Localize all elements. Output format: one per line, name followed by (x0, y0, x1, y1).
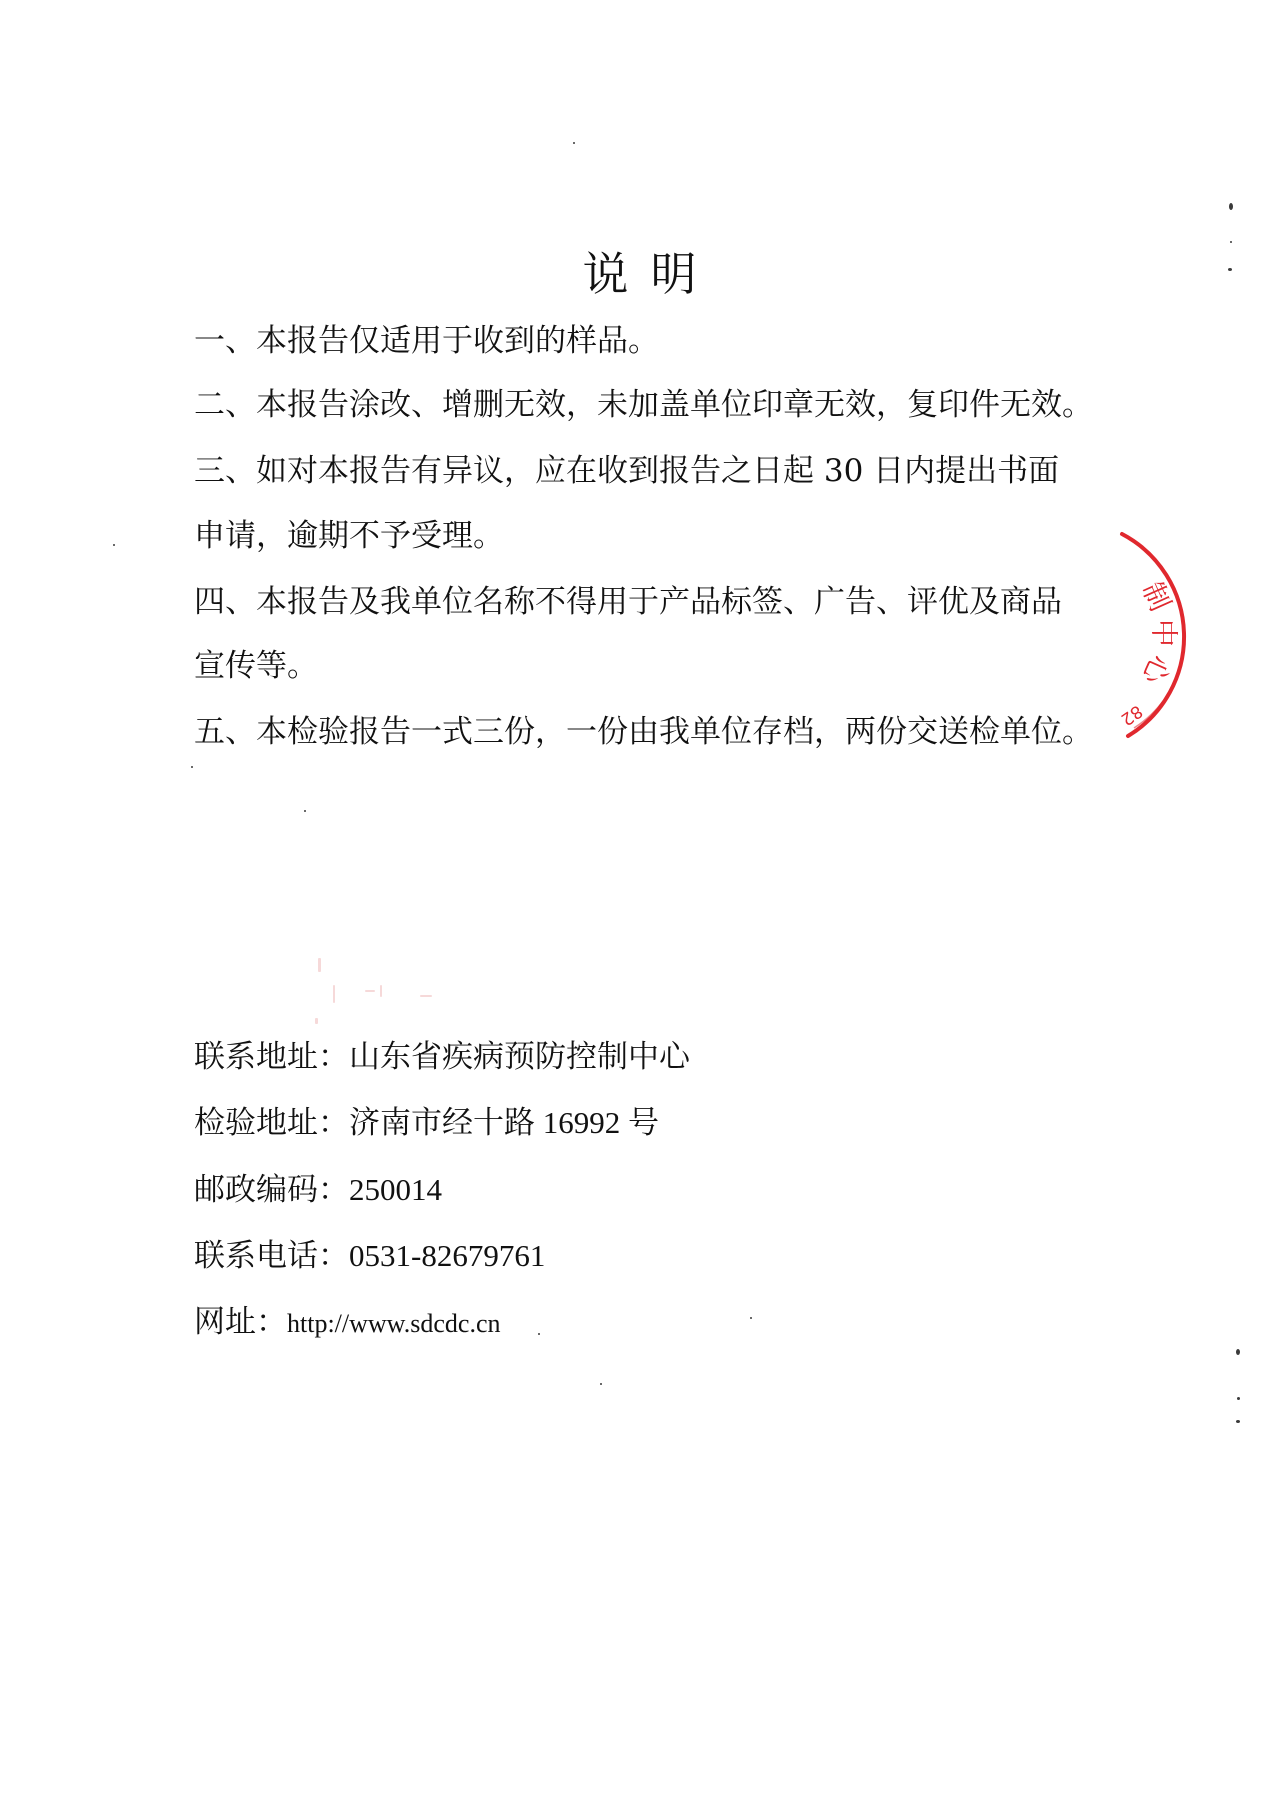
scan-speck (600, 1383, 602, 1385)
contact-value: 济南市经十路 16992 号 (349, 1105, 659, 1140)
faint-stamp-trace (318, 958, 321, 972)
faint-stamp-trace (380, 985, 382, 997)
scan-speck (304, 810, 306, 812)
contact-row-address (194, 1041, 690, 1073)
scan-speck (191, 766, 193, 768)
scan-speck (1236, 1420, 1240, 1423)
contact-row-website (194, 1304, 501, 1340)
contact-label: 联系电话： (194, 1238, 349, 1274)
seal-ring-inner (1130, 540, 1185, 728)
scan-speck (538, 1333, 540, 1335)
seal-char: 制 (1135, 576, 1177, 616)
scan-speck (113, 544, 115, 546)
contact-row-lab-address (194, 1107, 659, 1139)
note-item-3-continued: 申请，逾期不予受理。 (194, 518, 504, 554)
contact-row-phone (194, 1240, 545, 1272)
contact-label: 网址： (194, 1304, 287, 1340)
seal-number: 82 (1116, 700, 1146, 730)
page-title: 说明 (582, 247, 719, 301)
note-item-3: 三、如对本报告有异议，应在收到报告之日起 30 日内提出书面 (194, 453, 1060, 489)
seal-ring (1122, 534, 1184, 736)
seal-char: 中 (1147, 618, 1181, 648)
scan-speck (1237, 1397, 1240, 1400)
contact-value: 0531-82679761 (349, 1238, 546, 1273)
note-item-2: 二、本报告涂改、增删无效，未加盖单位印章无效，复印件无效。 (194, 387, 1093, 423)
contact-value: 山东省疾病预防控制中心 (349, 1039, 690, 1074)
faint-stamp-trace (333, 985, 335, 1003)
note-item-1: 一、本报告仅适用于收到的样品。 (194, 323, 659, 359)
contact-value: 250014 (349, 1172, 442, 1207)
scan-speck (1236, 1349, 1240, 1355)
faint-stamp-trace (315, 1018, 318, 1024)
scan-speck (750, 1317, 752, 1319)
note-item-5: 五、本检验报告一式三份，一份由我单位存档，两份交送检单位。 (194, 714, 1093, 750)
note-item-4-continued: 宣传等。 (194, 648, 318, 684)
scan-speck (1228, 268, 1232, 271)
contact-label: 邮政编码： (194, 1172, 349, 1208)
contact-label: 检验地址： (194, 1105, 349, 1141)
faint-stamp-trace (420, 995, 432, 997)
website-url: http://www.sdcdc.cn (287, 1309, 501, 1338)
scan-speck (1229, 203, 1233, 210)
contact-row-postcode (194, 1174, 442, 1206)
contact-label: 联系地址： (194, 1039, 349, 1075)
scan-speck (1230, 241, 1232, 243)
note-item-4: 四、本报告及我单位名称不得用于产品标签、广告、评优及商品 (194, 584, 1062, 620)
faint-stamp-trace (365, 990, 375, 992)
seal-char: 心 (1135, 650, 1177, 690)
scan-speck (573, 142, 575, 144)
